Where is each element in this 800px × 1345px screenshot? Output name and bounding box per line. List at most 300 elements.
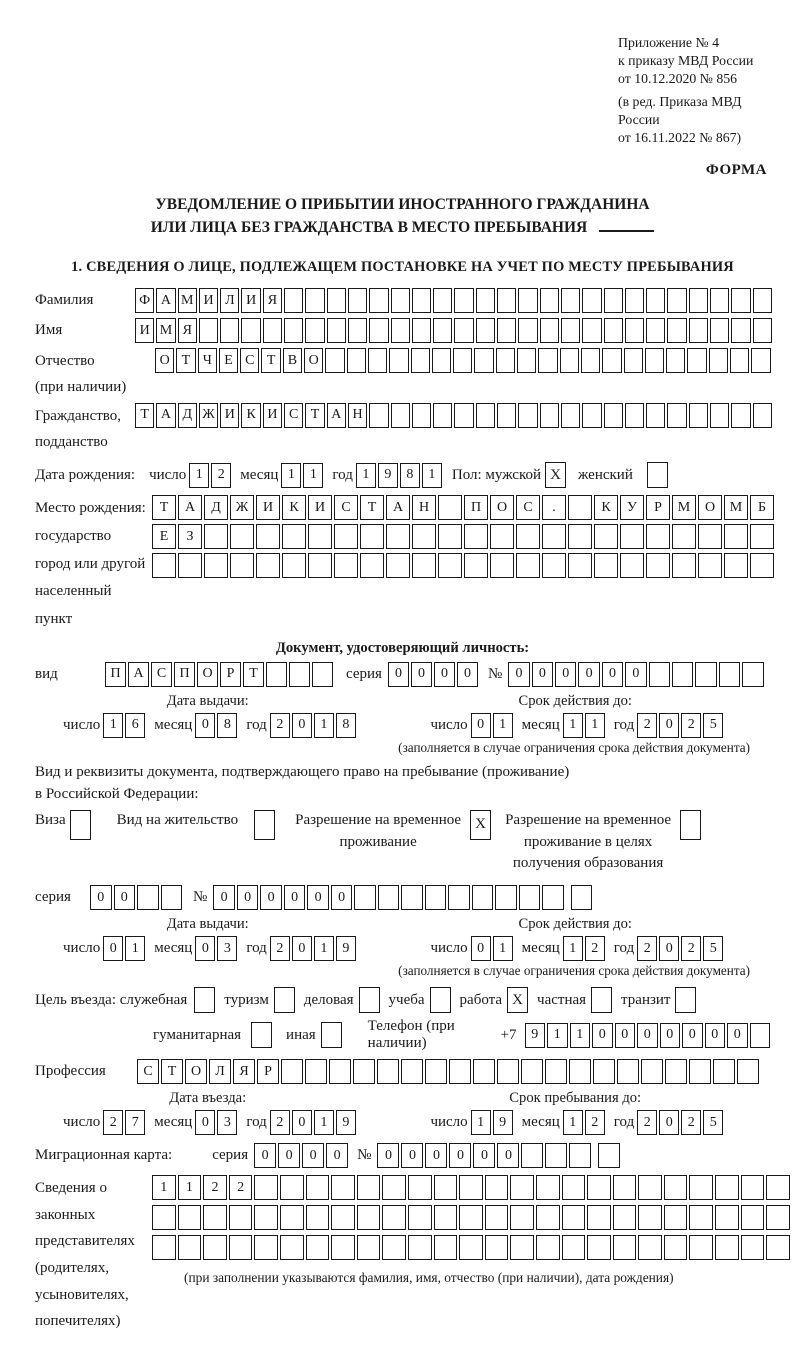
char-cell[interactable]: [459, 1205, 483, 1230]
char-cell[interactable]: Н: [412, 495, 436, 520]
char-cell[interactable]: [561, 403, 580, 428]
char-cell[interactable]: [604, 288, 623, 313]
char-cell[interactable]: 2: [681, 936, 701, 961]
char-cell[interactable]: [360, 524, 384, 549]
char-cell[interactable]: С: [151, 662, 172, 687]
char-cell[interactable]: [689, 318, 708, 343]
char-cell[interactable]: [593, 1059, 615, 1084]
char-cell[interactable]: А: [156, 403, 175, 428]
char-cell[interactable]: И: [220, 403, 239, 428]
char-cell[interactable]: [312, 662, 333, 687]
char-cell[interactable]: [587, 1175, 611, 1200]
char-cell[interactable]: [536, 1235, 560, 1260]
char-cell[interactable]: 1: [493, 936, 513, 961]
char-cell[interactable]: З: [178, 524, 202, 549]
char-cell[interactable]: [542, 524, 566, 549]
char-cell[interactable]: [254, 1205, 278, 1230]
char-cell[interactable]: [329, 1059, 351, 1084]
char-cell[interactable]: [280, 1235, 304, 1260]
char-cell[interactable]: И: [135, 318, 154, 343]
purpose-transit-checkbox[interactable]: [675, 987, 696, 1013]
char-cell[interactable]: [432, 348, 451, 373]
char-cell[interactable]: [289, 662, 310, 687]
char-cell[interactable]: [401, 1059, 423, 1084]
char-cell[interactable]: А: [178, 495, 202, 520]
char-cell[interactable]: 1: [471, 1110, 491, 1135]
char-cell[interactable]: [689, 1205, 713, 1230]
char-cell[interactable]: [347, 348, 366, 373]
char-cell[interactable]: [731, 288, 750, 313]
char-cell[interactable]: 8: [217, 713, 237, 738]
char-cell[interactable]: У: [620, 495, 644, 520]
char-cell[interactable]: [766, 1205, 790, 1230]
char-cell[interactable]: [665, 1059, 687, 1084]
char-cell[interactable]: [709, 348, 728, 373]
char-cell[interactable]: 2: [270, 1110, 290, 1135]
char-cell[interactable]: [408, 1235, 432, 1260]
char-cell[interactable]: [425, 1059, 447, 1084]
char-cell[interactable]: [766, 1235, 790, 1260]
char-cell[interactable]: [306, 1205, 330, 1230]
char-cell[interactable]: 0: [660, 1023, 681, 1048]
char-cell[interactable]: М: [672, 495, 696, 520]
char-cell[interactable]: Ж: [199, 403, 218, 428]
char-cell[interactable]: 7: [125, 1110, 145, 1135]
char-cell[interactable]: [568, 524, 592, 549]
char-cell[interactable]: [751, 348, 770, 373]
char-cell[interactable]: 2: [637, 713, 657, 738]
char-cell[interactable]: [464, 524, 488, 549]
char-cell[interactable]: [357, 1175, 381, 1200]
char-cell[interactable]: [354, 885, 376, 910]
char-cell[interactable]: [667, 318, 686, 343]
char-cell[interactable]: [280, 1175, 304, 1200]
char-cell[interactable]: 1: [303, 463, 323, 488]
char-cell[interactable]: [604, 318, 623, 343]
char-cell[interactable]: 1: [103, 713, 123, 738]
char-cell[interactable]: [454, 288, 473, 313]
char-cell[interactable]: 0: [449, 1143, 471, 1168]
char-cell[interactable]: [710, 318, 729, 343]
char-cell[interactable]: 2: [585, 936, 605, 961]
char-cell[interactable]: 2: [203, 1175, 227, 1200]
char-cell[interactable]: [638, 1205, 662, 1230]
char-cell[interactable]: [284, 318, 303, 343]
char-cell[interactable]: [519, 885, 541, 910]
char-cell[interactable]: [434, 1175, 458, 1200]
char-cell[interactable]: [348, 318, 367, 343]
char-cell[interactable]: [152, 1205, 176, 1230]
char-cell[interactable]: [518, 318, 537, 343]
char-cell[interactable]: [638, 1175, 662, 1200]
char-cell[interactable]: Р: [646, 495, 670, 520]
char-cell[interactable]: [521, 1059, 543, 1084]
char-cell[interactable]: Я: [178, 318, 197, 343]
char-cell[interactable]: Е: [152, 524, 176, 549]
char-cell[interactable]: 9: [378, 463, 398, 488]
char-cell[interactable]: 0: [254, 1143, 276, 1168]
char-cell[interactable]: 1: [563, 713, 583, 738]
char-cell[interactable]: [391, 403, 410, 428]
char-cell[interactable]: [203, 1205, 227, 1230]
char-cell[interactable]: [325, 348, 344, 373]
char-cell[interactable]: [389, 348, 408, 373]
char-cell[interactable]: [540, 288, 559, 313]
char-cell[interactable]: [581, 348, 600, 373]
char-cell[interactable]: 0: [425, 1143, 447, 1168]
char-cell[interactable]: 0: [659, 1110, 679, 1135]
char-cell[interactable]: [203, 1235, 227, 1260]
char-cell[interactable]: 5: [703, 936, 723, 961]
char-cell[interactable]: [254, 1235, 278, 1260]
char-cell[interactable]: 2: [681, 1110, 701, 1135]
char-cell[interactable]: [412, 403, 431, 428]
char-cell[interactable]: Т: [261, 348, 280, 373]
char-cell[interactable]: 0: [292, 713, 312, 738]
char-cell[interactable]: 0: [292, 1110, 312, 1135]
char-cell[interactable]: [667, 403, 686, 428]
char-cell[interactable]: [741, 1205, 765, 1230]
char-cell[interactable]: [241, 318, 260, 343]
char-cell[interactable]: Д: [204, 495, 228, 520]
char-cell[interactable]: 0: [213, 885, 235, 910]
char-cell[interactable]: [582, 288, 601, 313]
char-cell[interactable]: [617, 1059, 639, 1084]
char-cell[interactable]: [229, 1235, 253, 1260]
temp-residence-edu-checkbox[interactable]: [680, 810, 701, 840]
char-cell[interactable]: [476, 288, 495, 313]
char-cell[interactable]: [766, 1175, 790, 1200]
char-cell[interactable]: 0: [284, 885, 306, 910]
char-cell[interactable]: [689, 1235, 713, 1260]
purpose-official-checkbox[interactable]: [194, 987, 215, 1013]
char-cell[interactable]: [474, 348, 493, 373]
sex-male-checkbox[interactable]: X: [545, 462, 566, 488]
char-cell[interactable]: [594, 524, 618, 549]
char-cell[interactable]: [695, 662, 716, 687]
char-cell[interactable]: [382, 1205, 406, 1230]
char-cell[interactable]: [646, 288, 665, 313]
char-cell[interactable]: [646, 524, 670, 549]
char-cell[interactable]: [518, 403, 537, 428]
char-cell[interactable]: [731, 318, 750, 343]
char-cell[interactable]: [620, 553, 644, 578]
char-cell[interactable]: [412, 524, 436, 549]
char-cell[interactable]: 0: [114, 885, 136, 910]
char-cell[interactable]: [485, 1175, 509, 1200]
char-cell[interactable]: [408, 1175, 432, 1200]
char-cell[interactable]: Т: [305, 403, 324, 428]
char-cell[interactable]: [568, 553, 592, 578]
char-cell[interactable]: 1: [189, 463, 209, 488]
char-cell[interactable]: [510, 1205, 534, 1230]
char-cell[interactable]: С: [284, 403, 303, 428]
char-cell[interactable]: [266, 662, 287, 687]
char-cell[interactable]: 1: [314, 713, 334, 738]
char-cell[interactable]: 1: [314, 936, 334, 961]
char-cell[interactable]: [230, 553, 254, 578]
char-cell[interactable]: [434, 1205, 458, 1230]
char-cell[interactable]: И: [199, 288, 218, 313]
char-cell[interactable]: О: [155, 348, 174, 373]
char-cell[interactable]: [750, 1023, 771, 1048]
char-cell[interactable]: [306, 1235, 330, 1260]
char-cell[interactable]: 0: [434, 662, 455, 687]
char-cell[interactable]: [638, 1235, 662, 1260]
purpose-work-checkbox[interactable]: X: [507, 987, 528, 1013]
char-cell[interactable]: Л: [220, 288, 239, 313]
char-cell[interactable]: [369, 288, 388, 313]
char-cell[interactable]: [730, 348, 749, 373]
purpose-business-checkbox[interactable]: [359, 987, 380, 1013]
char-cell[interactable]: [698, 524, 722, 549]
char-cell[interactable]: [282, 524, 306, 549]
char-cell[interactable]: [540, 403, 559, 428]
char-cell[interactable]: [178, 1205, 202, 1230]
char-cell[interactable]: 0: [326, 1143, 348, 1168]
char-cell[interactable]: 9: [525, 1023, 546, 1048]
char-cell[interactable]: [369, 318, 388, 343]
char-cell[interactable]: [448, 885, 470, 910]
char-cell[interactable]: [459, 1175, 483, 1200]
char-cell[interactable]: 1: [547, 1023, 568, 1048]
char-cell[interactable]: [582, 318, 601, 343]
char-cell[interactable]: [459, 1235, 483, 1260]
char-cell[interactable]: 1: [314, 1110, 334, 1135]
char-cell[interactable]: [453, 348, 472, 373]
char-cell[interactable]: [357, 1205, 381, 1230]
char-cell[interactable]: 0: [705, 1023, 726, 1048]
char-cell[interactable]: [689, 1175, 713, 1200]
char-cell[interactable]: [613, 1235, 637, 1260]
char-cell[interactable]: Е: [219, 348, 238, 373]
char-cell[interactable]: [582, 403, 601, 428]
char-cell[interactable]: 1: [585, 713, 605, 738]
char-cell[interactable]: [433, 318, 452, 343]
char-cell[interactable]: [536, 1175, 560, 1200]
char-cell[interactable]: [710, 403, 729, 428]
char-cell[interactable]: [521, 1143, 543, 1168]
char-cell[interactable]: 0: [637, 1023, 658, 1048]
char-cell[interactable]: [254, 1175, 278, 1200]
char-cell[interactable]: Б: [750, 495, 774, 520]
char-cell[interactable]: М: [724, 495, 748, 520]
char-cell[interactable]: [497, 288, 516, 313]
char-cell[interactable]: [284, 288, 303, 313]
char-cell[interactable]: [649, 662, 670, 687]
char-cell[interactable]: [510, 1175, 534, 1200]
char-cell[interactable]: [178, 1235, 202, 1260]
char-cell[interactable]: [357, 1235, 381, 1260]
char-cell[interactable]: [369, 403, 388, 428]
char-cell[interactable]: Т: [161, 1059, 183, 1084]
char-cell[interactable]: 2: [103, 1110, 123, 1135]
char-cell[interactable]: 2: [637, 1110, 657, 1135]
visa-checkbox[interactable]: [70, 810, 91, 840]
char-cell[interactable]: [434, 1235, 458, 1260]
char-cell[interactable]: [689, 403, 708, 428]
char-cell[interactable]: 0: [592, 1023, 613, 1048]
char-cell[interactable]: [540, 318, 559, 343]
char-cell[interactable]: [625, 318, 644, 343]
char-cell[interactable]: 1: [563, 1110, 583, 1135]
char-cell[interactable]: 0: [237, 885, 259, 910]
char-cell[interactable]: Ч: [198, 348, 217, 373]
char-cell[interactable]: [664, 1205, 688, 1230]
char-cell[interactable]: [510, 1235, 534, 1260]
char-cell[interactable]: [331, 1235, 355, 1260]
char-cell[interactable]: [334, 553, 358, 578]
char-cell[interactable]: [464, 553, 488, 578]
char-cell[interactable]: [490, 553, 514, 578]
char-cell[interactable]: Т: [135, 403, 154, 428]
char-cell[interactable]: [308, 553, 332, 578]
char-cell[interactable]: [569, 1059, 591, 1084]
char-cell[interactable]: [666, 348, 685, 373]
char-cell[interactable]: [672, 524, 696, 549]
char-cell[interactable]: Т: [152, 495, 176, 520]
char-cell[interactable]: [476, 318, 495, 343]
char-cell[interactable]: 0: [260, 885, 282, 910]
char-cell[interactable]: [625, 288, 644, 313]
char-cell[interactable]: [620, 524, 644, 549]
char-cell[interactable]: [378, 885, 400, 910]
char-cell[interactable]: [391, 288, 410, 313]
char-cell[interactable]: 0: [471, 936, 491, 961]
char-cell[interactable]: [750, 553, 774, 578]
char-cell[interactable]: 9: [493, 1110, 513, 1135]
char-cell[interactable]: [568, 495, 592, 520]
char-cell[interactable]: [587, 1235, 611, 1260]
char-cell[interactable]: [454, 318, 473, 343]
char-cell[interactable]: [305, 1059, 327, 1084]
char-cell[interactable]: И: [256, 495, 280, 520]
char-cell[interactable]: 0: [401, 1143, 423, 1168]
char-cell[interactable]: [753, 403, 772, 428]
char-cell[interactable]: [229, 1205, 253, 1230]
char-cell[interactable]: [401, 885, 423, 910]
char-cell[interactable]: 0: [377, 1143, 399, 1168]
char-cell[interactable]: [613, 1175, 637, 1200]
char-cell[interactable]: П: [105, 662, 126, 687]
char-cell[interactable]: [545, 1059, 567, 1084]
sex-female-checkbox[interactable]: [647, 462, 668, 488]
char-cell[interactable]: [377, 1059, 399, 1084]
char-cell[interactable]: 1: [570, 1023, 591, 1048]
char-cell[interactable]: [495, 885, 517, 910]
char-cell[interactable]: [545, 1143, 567, 1168]
char-cell[interactable]: [602, 348, 621, 373]
char-cell[interactable]: 2: [211, 463, 231, 488]
char-cell[interactable]: [412, 553, 436, 578]
char-cell[interactable]: [485, 1235, 509, 1260]
char-cell[interactable]: 0: [292, 936, 312, 961]
purpose-private-checkbox[interactable]: [591, 987, 612, 1013]
char-cell[interactable]: Ф: [135, 288, 154, 313]
char-cell[interactable]: [646, 553, 670, 578]
char-cell[interactable]: [334, 524, 358, 549]
char-cell[interactable]: [282, 553, 306, 578]
char-cell[interactable]: [689, 1059, 711, 1084]
char-cell[interactable]: С: [516, 495, 540, 520]
char-cell[interactable]: [305, 318, 324, 343]
char-cell[interactable]: 0: [615, 1023, 636, 1048]
char-cell[interactable]: 0: [682, 1023, 703, 1048]
char-cell[interactable]: 0: [302, 1143, 324, 1168]
char-cell[interactable]: [438, 553, 462, 578]
char-cell[interactable]: [353, 1059, 375, 1084]
char-cell[interactable]: Р: [257, 1059, 279, 1084]
char-cell[interactable]: 0: [532, 662, 553, 687]
char-cell[interactable]: Ж: [230, 495, 254, 520]
char-cell[interactable]: [719, 662, 740, 687]
char-cell[interactable]: [305, 288, 324, 313]
char-cell[interactable]: 1: [152, 1175, 176, 1200]
char-cell[interactable]: [161, 885, 183, 910]
char-cell[interactable]: [613, 1205, 637, 1230]
char-cell[interactable]: 0: [195, 713, 215, 738]
char-cell[interactable]: [536, 1205, 560, 1230]
char-cell[interactable]: [476, 403, 495, 428]
char-cell[interactable]: [256, 524, 280, 549]
char-cell[interactable]: 0: [602, 662, 623, 687]
char-cell[interactable]: [664, 1235, 688, 1260]
char-cell[interactable]: [713, 1059, 735, 1084]
char-cell[interactable]: [368, 348, 387, 373]
char-cell[interactable]: А: [156, 288, 175, 313]
char-cell[interactable]: [490, 524, 514, 549]
char-cell[interactable]: 0: [659, 713, 679, 738]
char-cell[interactable]: [710, 288, 729, 313]
char-cell[interactable]: [348, 288, 367, 313]
char-cell[interactable]: [306, 1175, 330, 1200]
char-cell[interactable]: [152, 553, 176, 578]
char-cell[interactable]: С: [334, 495, 358, 520]
purpose-humanitarian-checkbox[interactable]: [251, 1022, 272, 1048]
char-cell[interactable]: [327, 288, 346, 313]
char-cell[interactable]: [382, 1175, 406, 1200]
purpose-other-checkbox[interactable]: [321, 1022, 342, 1048]
char-cell[interactable]: М: [156, 318, 175, 343]
char-cell[interactable]: [386, 524, 410, 549]
char-cell[interactable]: [263, 318, 282, 343]
char-cell[interactable]: [538, 348, 557, 373]
char-cell[interactable]: И: [308, 495, 332, 520]
residence-permit-checkbox[interactable]: [254, 810, 275, 840]
char-cell[interactable]: [408, 1205, 432, 1230]
char-cell[interactable]: 6: [125, 713, 145, 738]
char-cell[interactable]: [449, 1059, 471, 1084]
char-cell[interactable]: Т: [360, 495, 384, 520]
char-cell[interactable]: 0: [388, 662, 409, 687]
char-cell[interactable]: К: [594, 495, 618, 520]
char-cell[interactable]: [731, 403, 750, 428]
char-cell[interactable]: [561, 288, 580, 313]
temp-residence-checkbox[interactable]: X: [470, 810, 491, 840]
char-cell[interactable]: [412, 288, 431, 313]
char-cell[interactable]: [454, 403, 473, 428]
char-cell[interactable]: 2: [270, 936, 290, 961]
char-cell[interactable]: Т: [243, 662, 264, 687]
char-cell[interactable]: [562, 1235, 586, 1260]
char-cell[interactable]: К: [241, 403, 260, 428]
char-cell[interactable]: [625, 403, 644, 428]
char-cell[interactable]: 0: [578, 662, 599, 687]
char-cell[interactable]: 8: [400, 463, 420, 488]
char-cell[interactable]: [425, 885, 447, 910]
char-cell[interactable]: [562, 1205, 586, 1230]
char-cell[interactable]: П: [174, 662, 195, 687]
